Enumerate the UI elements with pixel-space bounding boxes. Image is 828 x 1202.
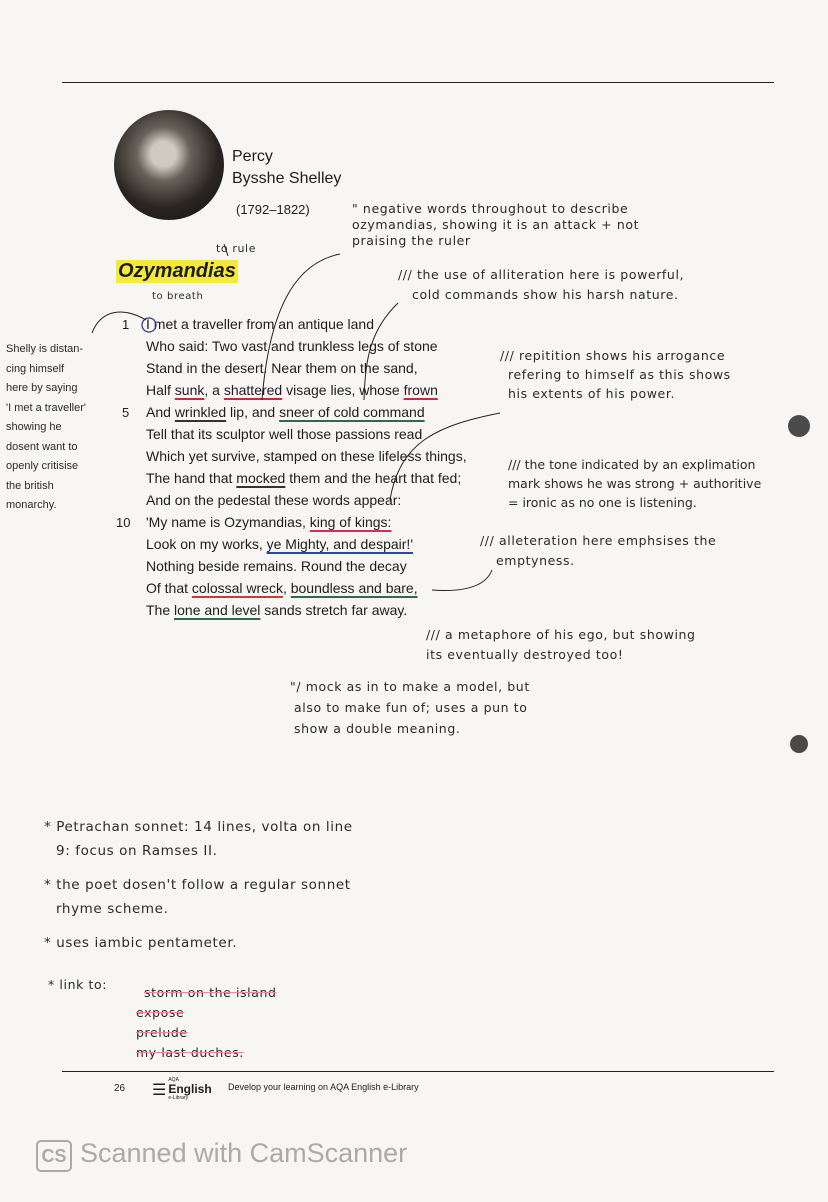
- line-number-5: 5: [122, 405, 130, 420]
- annotation-line: /// the tone indicated by an explimation: [508, 457, 756, 472]
- annotation-line: his extents of his power.: [508, 386, 676, 401]
- line-number-10: 10: [116, 515, 131, 530]
- poem-text: Stand in the desert. Near them on the sand,: [146, 360, 418, 376]
- note-line: * Petrachan sonnet: 14 lines, volta on line: [44, 819, 353, 835]
- annotation-line: showing he: [6, 421, 62, 433]
- annotation-to-rule: to rule: [216, 242, 257, 255]
- annotation-line: " negative words throughout to describe: [352, 201, 629, 216]
- poem-text: And: [146, 404, 175, 420]
- underlined-phrase: sneer of cold command: [279, 404, 425, 420]
- note-line: rhyme scheme.: [56, 901, 169, 917]
- page-number: 26: [114, 1083, 126, 1094]
- annotation-line: /// the use of alliteration here is powerful,: [398, 267, 685, 282]
- annotation-line: ozymandias, showing it is an attack + not: [352, 217, 640, 232]
- underlined-phrase: king of kings:: [309, 514, 392, 530]
- poem-title: Ozymandias: [118, 260, 236, 282]
- poem-text: Which yet survive, stamped on these lifeless things,: [146, 448, 467, 464]
- poet-first-name: Percy: [232, 148, 273, 165]
- links-label: * link to:: [48, 977, 108, 992]
- underlined-phrase: frown: [403, 382, 438, 398]
- annotation-to-breath: to breath: [152, 291, 204, 302]
- aqa-english-logo: [152, 1076, 212, 1103]
- annotation-line: = ironic as no one is listening.: [508, 495, 697, 510]
- poem-text: Half: [146, 382, 175, 398]
- poet-dates: (1792–1822): [236, 202, 310, 217]
- poem-text: visage lies, whose: [282, 382, 404, 398]
- underlined-phrase: ye Mighty, and despair!': [266, 536, 413, 552]
- poem-text: Of that: [146, 580, 192, 596]
- underlined-phrase: colossal wreck: [191, 580, 283, 596]
- poem-text: 'My name is Ozymandias,: [146, 514, 310, 530]
- poem-text: I met a traveller from an antique land: [146, 316, 375, 332]
- binder-hole: [790, 735, 808, 753]
- poem-text: The: [146, 602, 175, 618]
- underlined-phrase: wrinkled: [174, 404, 227, 420]
- annotation-line: /// alleteration here emphsises the: [480, 533, 717, 548]
- poem-text: Nothing beside remains. Round the decay: [146, 558, 407, 574]
- annotation-line: monarchy.: [6, 499, 57, 511]
- footer-text: Develop your learning on AQA English e-Library: [228, 1082, 419, 1092]
- camscanner-badge: CS: [36, 1140, 72, 1172]
- poem-text: lip, and: [226, 404, 280, 420]
- logo-elibrary: e-Library: [168, 1095, 189, 1101]
- poem-text: them and the heart that fed;: [285, 470, 462, 486]
- poem-text: sands stretch far away.: [260, 602, 408, 618]
- annotation-line: emptyness.: [496, 553, 575, 568]
- line-number-1: 1: [122, 317, 130, 332]
- poem-text: Tell that its sculptor well those passions read: [146, 426, 423, 442]
- poem-text: ,: [282, 580, 291, 596]
- note-line: * uses iambic pentameter.: [44, 935, 238, 951]
- annotation-line: /// repitition shows his arrogance: [500, 348, 726, 363]
- poet-last-name: Bysshe Shelley: [232, 170, 342, 187]
- underlined-phrase: mocked: [236, 470, 286, 486]
- footer-rule: [62, 1071, 774, 1072]
- annotation-line: its eventually destroyed too!: [426, 647, 624, 662]
- annotation-line: dosent want to: [6, 440, 78, 453]
- logo-aqa: AQA: [168, 1077, 179, 1083]
- annotation-line: openly critisise: [6, 460, 79, 472]
- annotation-line: praising the ruler: [352, 233, 471, 248]
- binder-hole: [788, 415, 810, 437]
- annotation-line: cing himself: [6, 362, 65, 375]
- underlined-phrase: lone and level: [174, 602, 261, 618]
- annotation-line: "/ mock as in to make a model, but: [290, 679, 530, 694]
- annotation-line: 'I met a traveller': [6, 401, 87, 414]
- poem-text: The hand that: [146, 470, 237, 486]
- link-item: expose: [136, 1005, 185, 1020]
- annotation-line: refering to himself as this shows: [508, 367, 731, 382]
- annotation-line: Shelly is distan-: [6, 343, 84, 355]
- book-stack-icon: ☰: [152, 1081, 167, 1099]
- annotation-line: show a double meaning.: [294, 721, 461, 736]
- annotation-line: here by saying: [6, 382, 78, 394]
- poem-text: Who said: Two vast and trunkless legs of stone: [146, 338, 438, 354]
- poem-text: Look on my works,: [146, 536, 267, 552]
- underlined-phrase: sunk: [174, 382, 205, 398]
- note-line: 9: focus on Ramses II.: [56, 843, 218, 859]
- annotation-line: /// a metaphore of his ego, but showing: [426, 627, 696, 642]
- link-item: my last duches.: [136, 1045, 244, 1060]
- note-line: * the poet dosen't follow a regular sonnet: [44, 877, 351, 893]
- poem-text: , a: [204, 382, 224, 398]
- annotation-line: also to make fun of; uses a pun to: [294, 700, 528, 715]
- underlined-phrase: boundless and bare,: [290, 580, 418, 596]
- annotation-line: mark shows he was strong + authoritive: [508, 476, 762, 491]
- annotation-line: the british: [6, 479, 54, 492]
- annotation-line: cold commands show his harsh nature.: [412, 287, 679, 302]
- underlined-phrase: shattered: [223, 382, 283, 398]
- link-item: prelude: [136, 1025, 188, 1040]
- logo-english: English: [168, 1082, 212, 1096]
- poem-text: And on the pedestal these words appear:: [146, 492, 402, 508]
- link-item: storm on the island: [144, 985, 277, 1000]
- camscanner-watermark: Scanned with CamScanner: [80, 1138, 408, 1168]
